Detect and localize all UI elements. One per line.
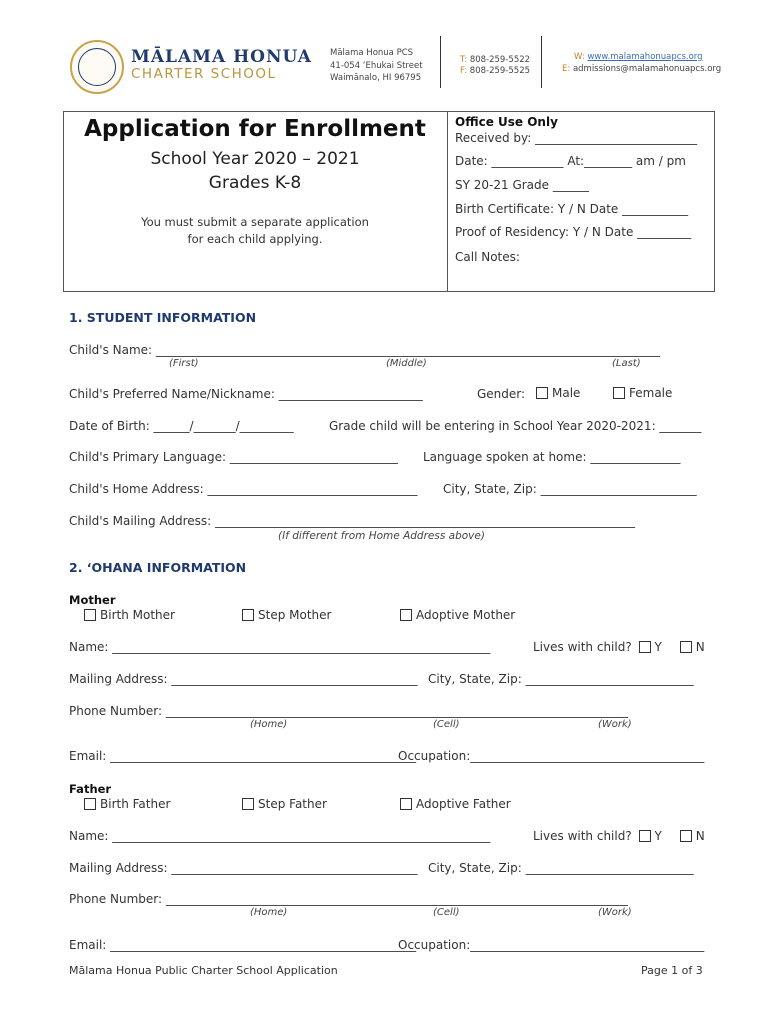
mother-phone-field[interactable]: Phone Number: _____________________________________________________________________________ — [69, 704, 628, 718]
header-divider-1 — [440, 36, 441, 88]
hint-last: (Last) — [612, 358, 641, 369]
office-received[interactable]: Received by: ___________________________ — [455, 131, 698, 145]
school-subtitle: CHARTER SCHOOL — [131, 66, 277, 82]
mother-lives-yes-checkbox[interactable] — [639, 641, 651, 653]
dob-field[interactable]: Date of Birth: ______/_______/_________ — [69, 419, 294, 433]
section-student-heading: 1. STUDENT INFORMATION — [69, 310, 257, 325]
father-phone-field[interactable]: Phone Number: _____________________________________________________________________________ — [69, 892, 628, 906]
adoptive-mother-checkbox[interactable] — [400, 609, 412, 621]
header-divider-2 — [541, 36, 542, 88]
father-lives-with-child[interactable]: Lives with child? Y N — [533, 829, 705, 843]
office-call-notes[interactable]: Call Notes: — [455, 250, 520, 264]
website-line[interactable]: W: www.malamahonuapcs.org — [574, 52, 703, 62]
grades: Grades K-8 — [208, 173, 302, 193]
mother-phone-cell-hint: (Cell) — [433, 719, 460, 730]
step-mother-option[interactable]: Step Mother — [242, 608, 331, 622]
email-line: E: admissions@malamahonuapcs.org — [562, 64, 722, 74]
mother-email-field[interactable]: Email: ___________________________________________________ — [69, 749, 417, 763]
nickname-field[interactable]: Child's Preferred Name/Nickname: ________________________ — [69, 387, 423, 401]
father-email-field[interactable]: Email: ___________________________________________________ — [69, 938, 417, 952]
birth-mother-checkbox[interactable] — [84, 609, 96, 621]
gender-male-option[interactable]: Male — [536, 386, 580, 400]
office-sy-grade[interactable]: SY 20-21 Grade ______ — [455, 178, 589, 192]
mother-mailing-field[interactable]: Mailing Address: _________________________________________ — [69, 672, 418, 686]
mother-city-field[interactable]: City, State, Zip: ____________________________ — [428, 672, 694, 686]
father-phone-home-hint: (Home) — [250, 907, 288, 918]
birth-mother-option[interactable]: Birth Mother — [84, 608, 175, 622]
step-father-option[interactable]: Step Father — [242, 797, 327, 811]
address-line-2: 41-054 ʻEhukai Street — [330, 61, 423, 71]
adoptive-father-option[interactable]: Adoptive Father — [400, 797, 511, 811]
father-lives-no-checkbox[interactable] — [680, 830, 692, 842]
mother-label: Mother — [69, 593, 116, 607]
mother-name-field[interactable]: Name: _______________________________________________________________ — [69, 640, 491, 654]
mailing-address-hint: (If different from Home Address above) — [278, 530, 485, 542]
mother-lives-with-child[interactable]: Lives with child? Y N — [533, 640, 705, 654]
birth-father-checkbox[interactable] — [84, 798, 96, 810]
page-title: Application for Enrollment — [84, 116, 426, 142]
father-name-field[interactable]: Name: _______________________________________________________________ — [69, 829, 491, 843]
mother-phone-work-hint: (Work) — [598, 719, 632, 730]
hint-first: (First) — [169, 358, 199, 369]
father-mailing-field[interactable]: Mailing Address: _________________________________________ — [69, 861, 418, 875]
adoptive-father-checkbox[interactable] — [400, 798, 412, 810]
father-lives-yes-checkbox[interactable] — [639, 830, 651, 842]
father-occupation-field[interactable]: Occupation:_______________________________________ — [398, 938, 705, 952]
mother-occupation-field[interactable]: Occupation:_______________________________________ — [398, 749, 705, 763]
office-residency[interactable]: Proof of Residency: Y / N Date _________ — [455, 225, 692, 239]
office-date[interactable]: Date: ____________ At:________ am / pm — [455, 154, 686, 168]
fax-line: F: 808-259-5525 — [460, 66, 531, 76]
note-line-2: for each child applying. — [187, 232, 323, 246]
grade-entering-field[interactable]: Grade child will be entering in School Year 2020-2021: _______ — [329, 419, 702, 433]
page-number: Page 1 of 3 — [641, 964, 703, 977]
phone-line: T: 808-259-5522 — [460, 55, 531, 65]
section-ohana-heading: 2. ʻOHANA INFORMATION — [69, 560, 247, 575]
school-logo — [70, 40, 124, 94]
home-address-field[interactable]: Child's Home Address: ___________________________________ — [69, 482, 418, 496]
father-city-field[interactable]: City, State, Zip: ____________________________ — [428, 861, 694, 875]
footer-title: Mālama Honua Public Charter School Application — [69, 964, 338, 977]
website-link[interactable]: www.malamahonuapcs.org — [587, 52, 703, 62]
office-use-heading: Office Use Only — [455, 115, 558, 129]
father-phone-work-hint: (Work) — [598, 907, 632, 918]
gender-label: Gender: — [477, 387, 526, 401]
adoptive-mother-option[interactable]: Adoptive Mother — [400, 608, 515, 622]
mailing-address-field[interactable]: Child's Mailing Address: ______________________________________________________________________ — [69, 514, 636, 528]
female-checkbox[interactable] — [613, 387, 625, 399]
home-city-zip-field[interactable]: City, State, Zip: __________________________ — [443, 482, 697, 496]
gender-female-option[interactable]: Female — [613, 386, 672, 400]
step-father-checkbox[interactable] — [242, 798, 254, 810]
home-language-field[interactable]: Language spoken at home: _______________ — [423, 450, 681, 464]
male-checkbox[interactable] — [536, 387, 548, 399]
mother-phone-home-hint: (Home) — [250, 719, 288, 730]
step-mother-checkbox[interactable] — [242, 609, 254, 621]
mother-lives-no-checkbox[interactable] — [680, 641, 692, 653]
address-line-1: Mālama Honua PCS — [330, 48, 414, 58]
note-line-1: You must submit a separate application — [141, 215, 369, 229]
primary-language-field[interactable]: Child's Primary Language: ____________________________ — [69, 450, 398, 464]
hint-middle: (Middle) — [386, 358, 427, 369]
father-label: Father — [69, 782, 112, 796]
office-birth-cert[interactable]: Birth Certificate: Y / N Date ___________ — [455, 202, 689, 216]
school-name: MĀLAMA HONUA — [131, 47, 312, 67]
school-year: School Year 2020 – 2021 — [150, 149, 360, 169]
address-line-3: Waimānalo, HI 96795 — [330, 73, 422, 83]
father-phone-cell-hint: (Cell) — [433, 907, 460, 918]
title-box-divider — [447, 111, 448, 292]
birth-father-option[interactable]: Birth Father — [84, 797, 170, 811]
child-name-field[interactable]: Child's Name: ____________________________________________________________________________________ — [69, 343, 660, 357]
